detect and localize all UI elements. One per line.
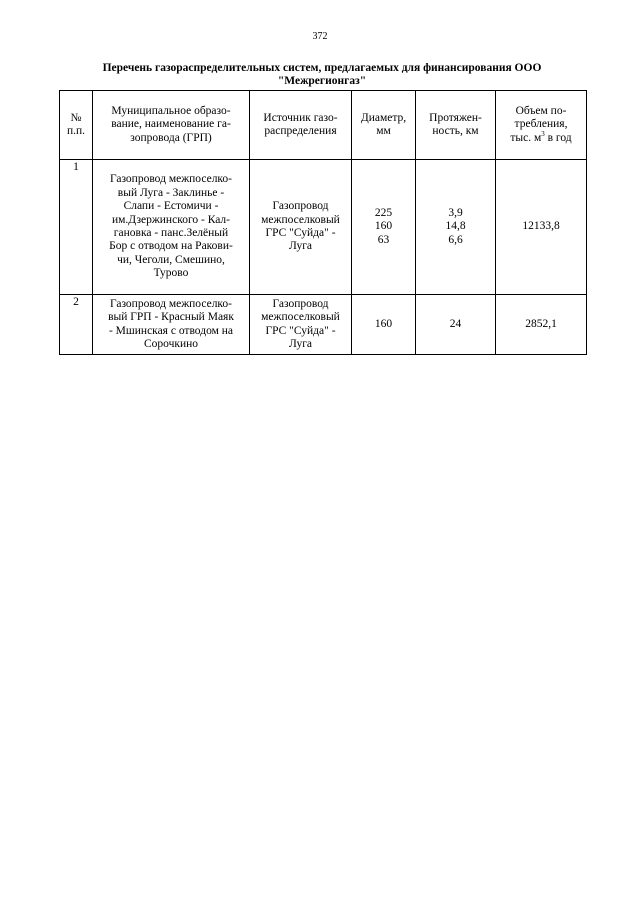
- document-title: [62, 62, 582, 88]
- cell-source: Газопровод межпоселковый ГРС "Суйда" - Луга: [250, 295, 352, 355]
- document-title-line-1: Перечень газораспределительных систем, предлагаемых для финансирования ООО: [102, 62, 542, 74]
- cell-diameter: 225 160 63: [352, 160, 416, 295]
- cell-volume: 2852,1: [496, 295, 587, 355]
- header-volume: Объем по- требления, тыс. $м^3$ в год: [496, 91, 587, 160]
- document-title-line-2: "Межрегионгаз": [277, 75, 367, 87]
- header-source: Источник газо- распределения: [250, 91, 352, 160]
- header-diameter: Диаметр, мм: [352, 91, 416, 160]
- cell-diameter: 160: [352, 295, 416, 355]
- table-row: [60, 295, 587, 355]
- cell-length: 24: [416, 295, 496, 355]
- cell-source: Газопровод межпоселковый ГРС "Суйда" - Луга: [250, 160, 352, 295]
- cell-num: 2: [60, 295, 93, 355]
- cell-num: 1: [60, 160, 93, 295]
- page-number: 372: [312, 31, 328, 42]
- cell-length: 3,9 14,8 6,6: [416, 160, 496, 295]
- table-header-row: [60, 91, 587, 160]
- header-name: Муниципальное образо- вание, наименование га- зопровода (ГРП): [93, 91, 250, 160]
- cell-name: Газопровод межпоселко- вый ГРП - Красный Маяк - Мшинская с отводом на Сорочкино: [93, 295, 250, 355]
- table-row: [60, 160, 587, 295]
- gas-systems-table: [59, 90, 587, 355]
- header-num: № п.п.: [60, 91, 93, 160]
- header-length: Протяжен- ность, км: [416, 91, 496, 160]
- cell-name: Газопровод межпоселко- вый Луга - Заклинье - Слапи - Естомичи - им.Дзержинского - Кал- гановка - панс.Зелёный Бор с отводом на Ракови- чи, Чеголи, Смешино, Турово: [93, 160, 250, 295]
- cell-volume: 12133,8: [496, 160, 587, 295]
